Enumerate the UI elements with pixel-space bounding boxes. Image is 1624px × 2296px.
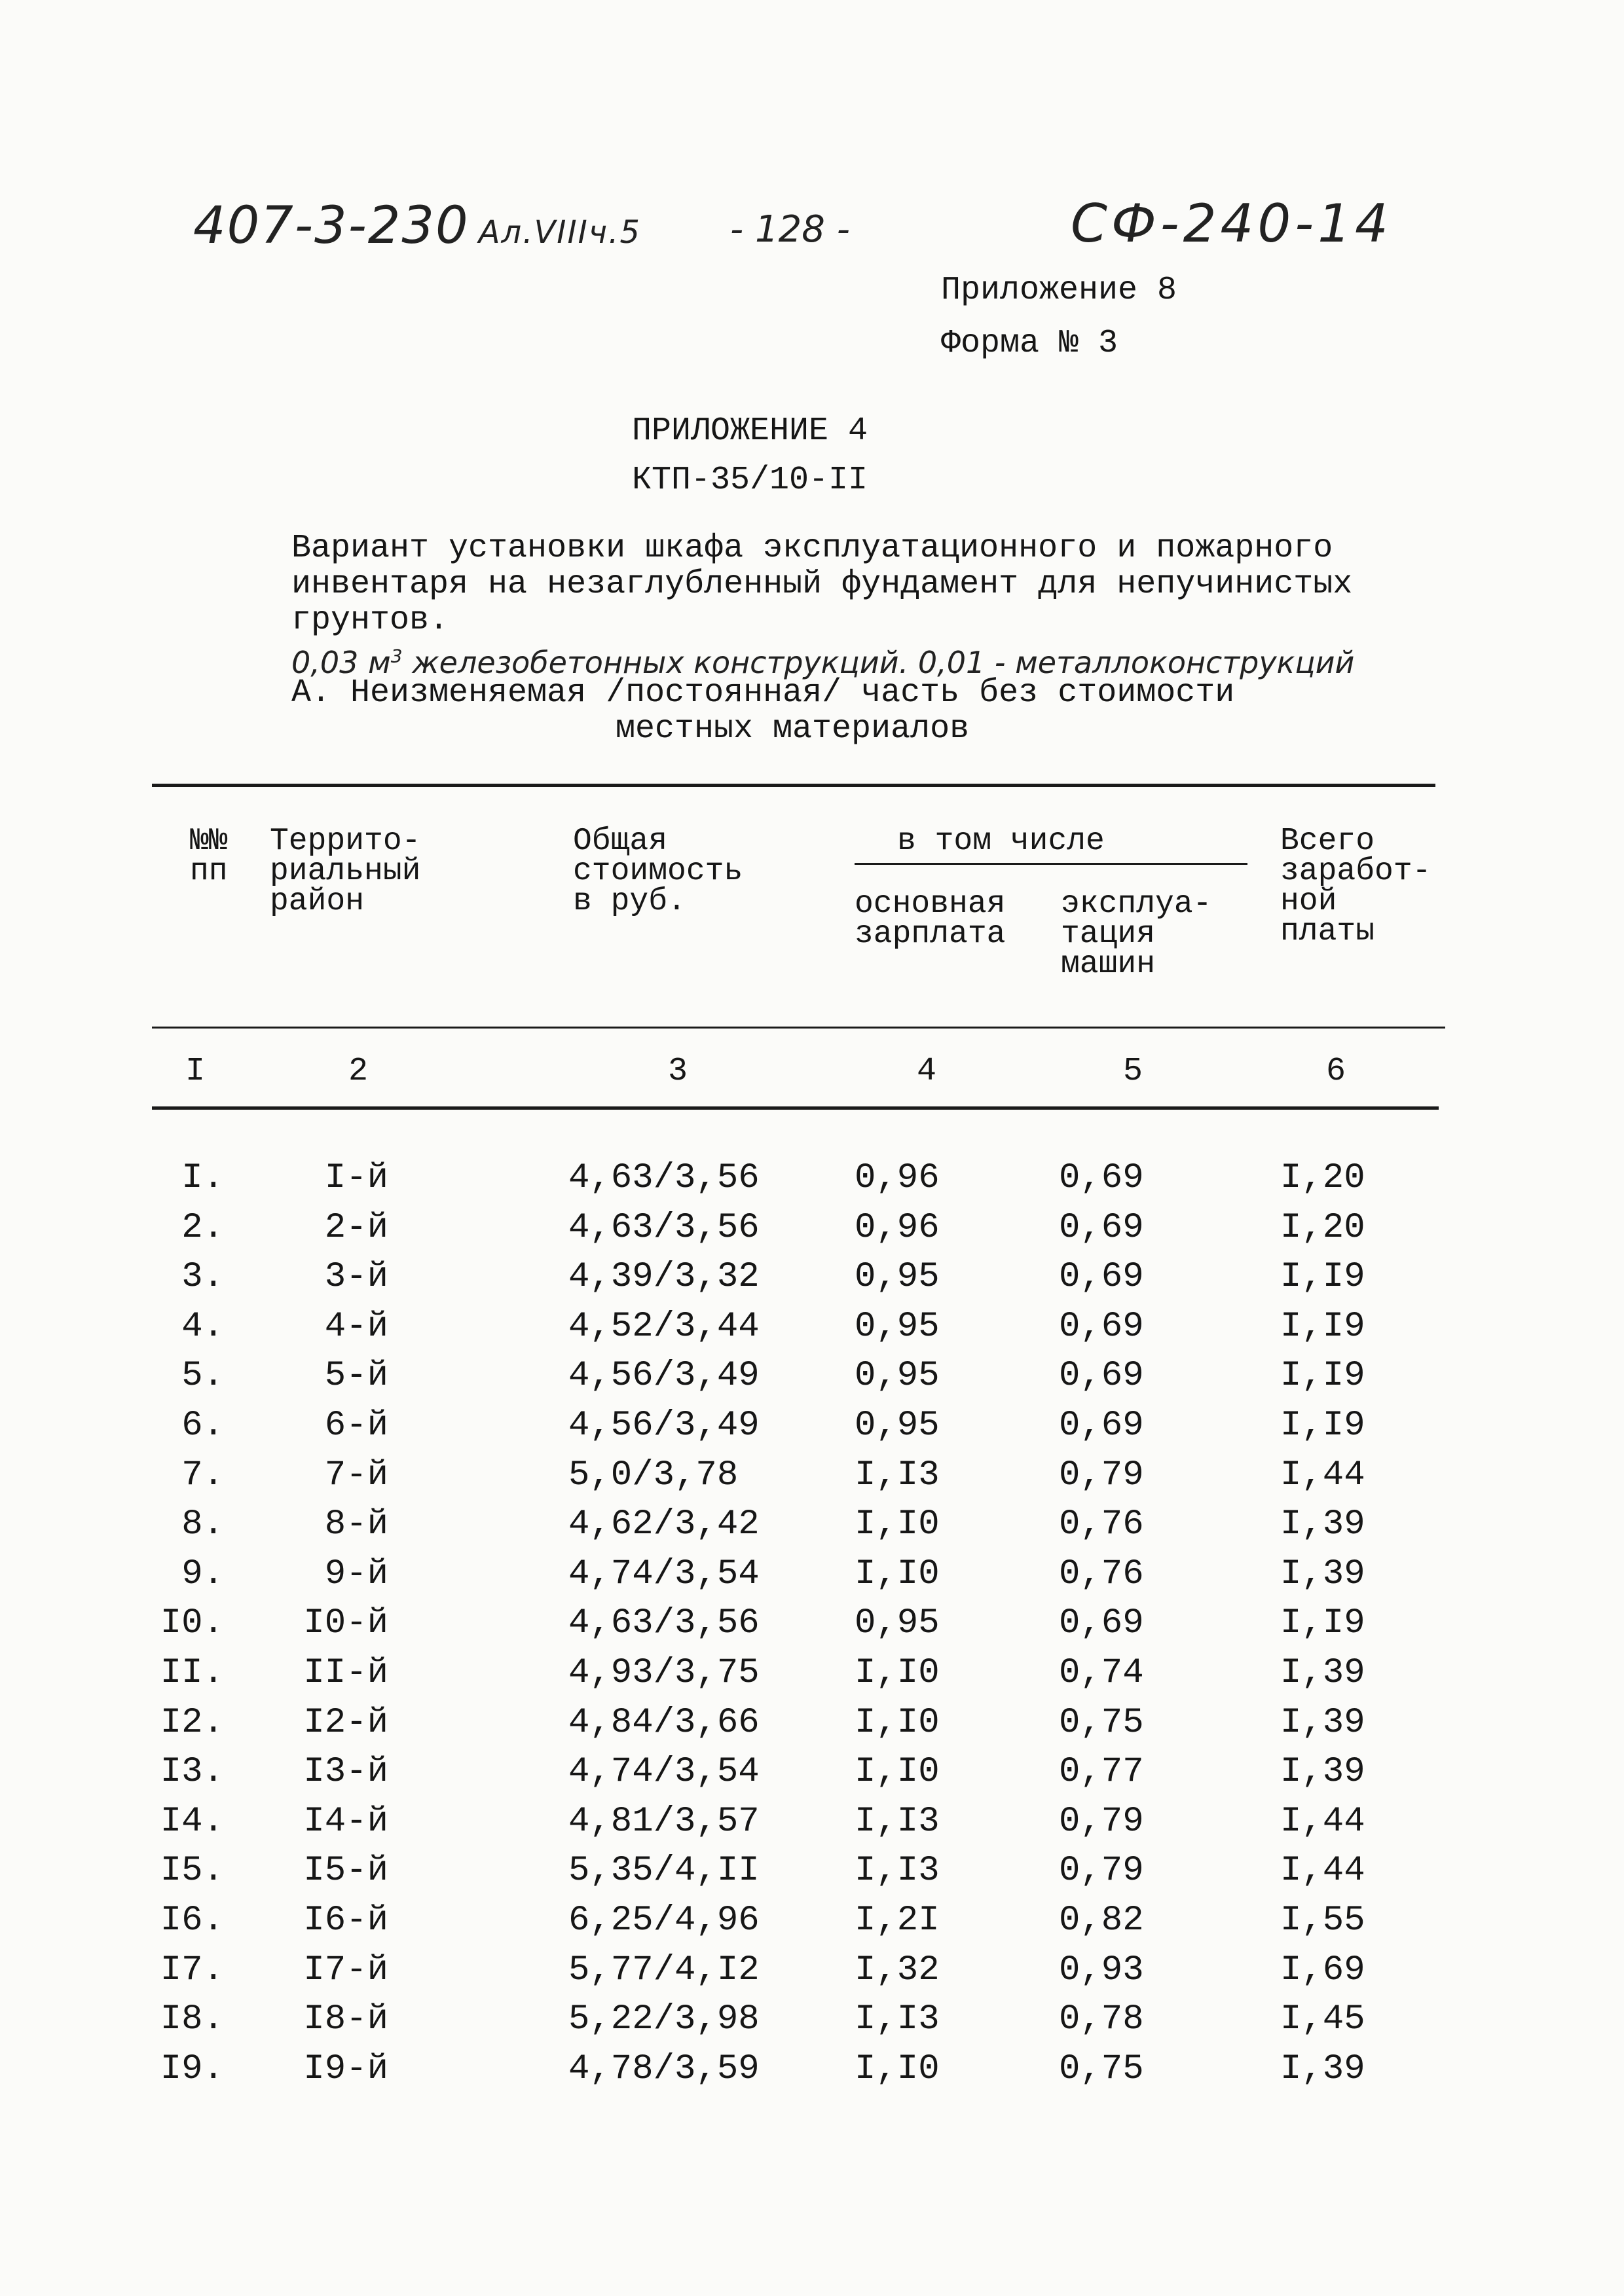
header-region: Террито- риальный район <box>270 824 421 919</box>
table-row <box>0 1159 1624 1209</box>
cell-machine-operation: 0,79 <box>1059 1851 1144 1891</box>
cell-total-wages: I,39 <box>1280 1554 1365 1594</box>
cell-machine-operation: 0,69 <box>1059 1207 1144 1248</box>
cell-machine-operation: 0,78 <box>1059 1999 1144 2040</box>
table-row <box>0 1406 1624 1456</box>
cell-total-wages: I,44 <box>1280 1851 1365 1891</box>
table-row <box>0 1357 1624 1406</box>
cell-base-wage: I,I3 <box>855 1455 940 1495</box>
cell-machine-operation: 0,75 <box>1059 1702 1144 1743</box>
table-row <box>0 1851 1624 1901</box>
cell-total-wages: I,39 <box>1280 2049 1365 2089</box>
cell-base-wage: I,I0 <box>855 1504 940 1545</box>
cell-machine-operation: 0,79 <box>1059 1455 1144 1495</box>
cell-region: I-й <box>324 1158 388 1198</box>
cell-total-wages: I,39 <box>1280 1652 1365 1693</box>
table-numbers-rule <box>152 1106 1439 1110</box>
cell-total-wages: I,45 <box>1280 1999 1365 2040</box>
header-base-wage: основная зарплата <box>855 886 1006 952</box>
cell-total-cost: 4,56/3,49 <box>568 1356 760 1396</box>
cell-index: I7. <box>160 1950 224 1990</box>
cell-base-wage: 0,95 <box>855 1257 940 1298</box>
cell-region: 3-й <box>324 1257 388 1298</box>
note-qty-metal: 0,01 - <box>917 645 1006 680</box>
cell-index: I2. <box>160 1702 224 1743</box>
cell-total-wages: I,44 <box>1280 1801 1365 1842</box>
cell-base-wage: I,I3 <box>855 1851 940 1891</box>
table-top-rule <box>152 784 1435 787</box>
cell-total-cost: 5,22/3,98 <box>568 1999 760 2040</box>
table-row <box>0 2050 1624 2100</box>
table-row <box>0 1505 1624 1555</box>
cell-machine-operation: 0,69 <box>1059 1356 1144 1396</box>
cell-region: 7-й <box>324 1455 388 1495</box>
cell-index: 2. <box>181 1207 224 1248</box>
cell-base-wage: I,32 <box>855 1950 940 1990</box>
table-row <box>0 1555 1624 1605</box>
cell-total-cost: 4,63/3,56 <box>568 1158 760 1198</box>
cell-total-cost: 4,62/3,42 <box>568 1504 760 1545</box>
cell-index: 3. <box>181 1257 224 1298</box>
cell-region: 2-й <box>324 1207 388 1248</box>
table-row <box>0 1901 1624 1951</box>
description-paragraph: Вариант установки шкафа эксплуатационного и пожарного инвентаря на незаглубленный фундамент для непучинистых грунтов. <box>291 530 1353 639</box>
cell-base-wage: 0,96 <box>855 1158 940 1198</box>
cell-index: 6. <box>181 1405 224 1446</box>
cell-total-cost: 4,78/3,59 <box>568 2049 760 2089</box>
table-row <box>0 1258 1624 1307</box>
cell-region: I8-й <box>303 1999 388 2040</box>
cell-machine-operation: 0,93 <box>1059 1950 1144 1990</box>
section-title-line1: А. Неизменяемая /постоянная/ часть без стоимости <box>291 674 1235 712</box>
cell-total-cost: 4,84/3,66 <box>568 1702 760 1743</box>
table-row <box>0 1654 1624 1704</box>
cell-machine-operation: 0,69 <box>1059 1405 1144 1446</box>
cell-total-wages: I,I9 <box>1280 1603 1365 1644</box>
cell-region: 9-й <box>324 1554 388 1594</box>
cell-total-cost: 4,39/3,32 <box>568 1257 760 1298</box>
cell-region: 6-й <box>324 1405 388 1446</box>
section-title-line2: местных материалов <box>616 710 970 748</box>
table-row <box>0 1456 1624 1506</box>
cell-index: I6. <box>160 1900 224 1941</box>
cell-machine-operation: 0,77 <box>1059 1752 1144 1793</box>
cell-region: II-й <box>303 1652 388 1693</box>
cell-total-wages: I,55 <box>1280 1900 1365 1941</box>
table-row <box>0 1704 1624 1753</box>
cell-total-wages: I,69 <box>1280 1950 1365 1990</box>
table-row <box>0 2000 1624 2050</box>
document-code-suffix: Ал.VIIIч.5 <box>478 214 641 251</box>
cell-total-cost: 4,93/3,75 <box>568 1652 760 1693</box>
cell-total-cost: 4,81/3,57 <box>568 1801 760 1842</box>
cell-total-cost: 5,0/3,78 <box>568 1455 739 1495</box>
header-machine-operation: эксплуа- тация машин <box>1061 886 1212 982</box>
cell-total-cost: 5,77/4,I2 <box>568 1950 760 1990</box>
cell-total-cost: 4,74/3,54 <box>568 1554 760 1594</box>
cell-total-cost: 5,35/4,II <box>568 1851 760 1891</box>
cell-region: I3-й <box>303 1752 388 1793</box>
column-number-1: I <box>185 1053 206 1090</box>
cell-total-wages: I,20 <box>1280 1207 1365 1248</box>
cell-base-wage: 0,96 <box>855 1207 940 1248</box>
cell-index: 5. <box>181 1356 224 1396</box>
cell-total-wages: I,20 <box>1280 1158 1365 1198</box>
cell-total-cost: 4,56/3,49 <box>568 1405 760 1446</box>
cell-base-wage: 0,95 <box>855 1405 940 1446</box>
cell-machine-operation: 0,69 <box>1059 1257 1144 1298</box>
column-number-2: 2 <box>348 1053 369 1090</box>
cell-index: 8. <box>181 1504 224 1545</box>
cell-total-wages: I,44 <box>1280 1455 1365 1495</box>
table-row <box>0 1802 1624 1852</box>
cell-index: 4. <box>181 1306 224 1347</box>
cell-total-cost: 4,74/3,54 <box>568 1752 760 1793</box>
cell-region: 4-й <box>324 1306 388 1347</box>
cell-region: I7-й <box>303 1950 388 1990</box>
table-row <box>0 1753 1624 1802</box>
cell-index: I9. <box>160 2049 224 2089</box>
appendix-4-title: ПРИЛОЖЕНИЕ 4 <box>632 412 868 450</box>
cell-index: I4. <box>160 1801 224 1842</box>
cell-total-wages: I,I9 <box>1280 1257 1365 1298</box>
cell-index: I3. <box>160 1752 224 1793</box>
cell-base-wage: I,2I <box>855 1900 940 1941</box>
cell-region: I5-й <box>303 1851 388 1891</box>
header-total-cost: Общая стоимость в руб. <box>573 824 743 919</box>
table-row <box>0 1604 1624 1654</box>
cell-machine-operation: 0,79 <box>1059 1801 1144 1842</box>
cell-machine-operation: 0,69 <box>1059 1158 1144 1198</box>
group-header-rule <box>855 863 1247 865</box>
cell-region: 8-й <box>324 1504 388 1545</box>
cell-index: 9. <box>181 1554 224 1594</box>
cell-region: I6-й <box>303 1900 388 1941</box>
cell-total-wages: I,39 <box>1280 1504 1365 1545</box>
cell-total-cost: 4,63/3,56 <box>568 1207 760 1248</box>
cell-machine-operation: 0,74 <box>1059 1652 1144 1693</box>
cell-machine-operation: 0,69 <box>1059 1603 1144 1644</box>
column-number-6: 6 <box>1326 1053 1346 1090</box>
cell-base-wage: I,I0 <box>855 1702 940 1743</box>
cell-machine-operation: 0,69 <box>1059 1306 1144 1347</box>
document-code-main: 407-3-230 <box>193 196 470 255</box>
cell-machine-operation: 0,75 <box>1059 2049 1144 2089</box>
table-row <box>0 1307 1624 1357</box>
cell-machine-operation: 0,76 <box>1059 1504 1144 1545</box>
cell-base-wage: I,I0 <box>855 1652 940 1693</box>
column-number-4: 4 <box>917 1053 937 1090</box>
column-number-5: 5 <box>1123 1053 1143 1090</box>
cell-base-wage: 0,95 <box>855 1603 940 1644</box>
cell-index: I8. <box>160 1999 224 2040</box>
table-header-rule <box>152 1027 1445 1029</box>
column-number-3: 3 <box>668 1053 688 1090</box>
note-text-concrete: железобетонных конструкций. <box>412 645 909 680</box>
cell-index: 7. <box>181 1455 224 1495</box>
cell-index: I. <box>181 1158 224 1198</box>
cell-base-wage: I,I3 <box>855 1999 940 2040</box>
table-body <box>0 1159 1624 2099</box>
cell-base-wage: I,I0 <box>855 1752 940 1793</box>
cell-total-cost: 6,25/4,96 <box>568 1900 760 1941</box>
cell-total-cost: 4,52/3,44 <box>568 1306 760 1347</box>
cell-region: I9-й <box>303 2049 388 2089</box>
cell-base-wage: I,I0 <box>855 2049 940 2089</box>
cell-total-wages: I,I9 <box>1280 1405 1365 1446</box>
ktp-code: КТП-35/10-II <box>632 462 868 499</box>
form-number: Форма № 3 <box>941 325 1118 362</box>
note-qty-concrete: 0,03 м <box>291 645 391 680</box>
header-row-number: №№ пп <box>190 824 228 889</box>
series-code: СФ-240-14 <box>1071 193 1392 254</box>
cell-machine-operation: 0,76 <box>1059 1554 1144 1594</box>
cell-base-wage: I,I0 <box>855 1554 940 1594</box>
cell-total-cost: 4,63/3,56 <box>568 1603 760 1644</box>
header-including-group: в том числе <box>897 824 1105 859</box>
cell-total-wages: I,39 <box>1280 1702 1365 1743</box>
cell-index: II. <box>160 1652 224 1693</box>
document-code <box>193 196 641 255</box>
header-total-wages: Всего заработ- ной платы <box>1280 824 1431 949</box>
cell-region: I0-й <box>303 1603 388 1644</box>
page-number: - 128 - <box>730 208 850 251</box>
cell-base-wage: 0,95 <box>855 1356 940 1396</box>
table-row <box>0 1951 1624 2001</box>
cell-total-wages: I,39 <box>1280 1752 1365 1793</box>
appendix-8-label: Приложение 8 <box>941 272 1177 309</box>
note-text-metal: металлоконструкций <box>1015 645 1355 680</box>
cell-total-wages: I,I9 <box>1280 1356 1365 1396</box>
cell-machine-operation: 0,82 <box>1059 1900 1144 1941</box>
cell-index: I5. <box>160 1851 224 1891</box>
cell-total-wages: I,I9 <box>1280 1306 1365 1347</box>
cell-base-wage: 0,95 <box>855 1306 940 1347</box>
cell-base-wage: I,I3 <box>855 1801 940 1842</box>
cell-region: 5-й <box>324 1356 388 1396</box>
cell-index: I0. <box>160 1603 224 1644</box>
cell-region: I4-й <box>303 1801 388 1842</box>
note-unit-sup: 3 <box>390 645 403 667</box>
cell-region: I2-й <box>303 1702 388 1743</box>
table-row <box>0 1209 1624 1258</box>
